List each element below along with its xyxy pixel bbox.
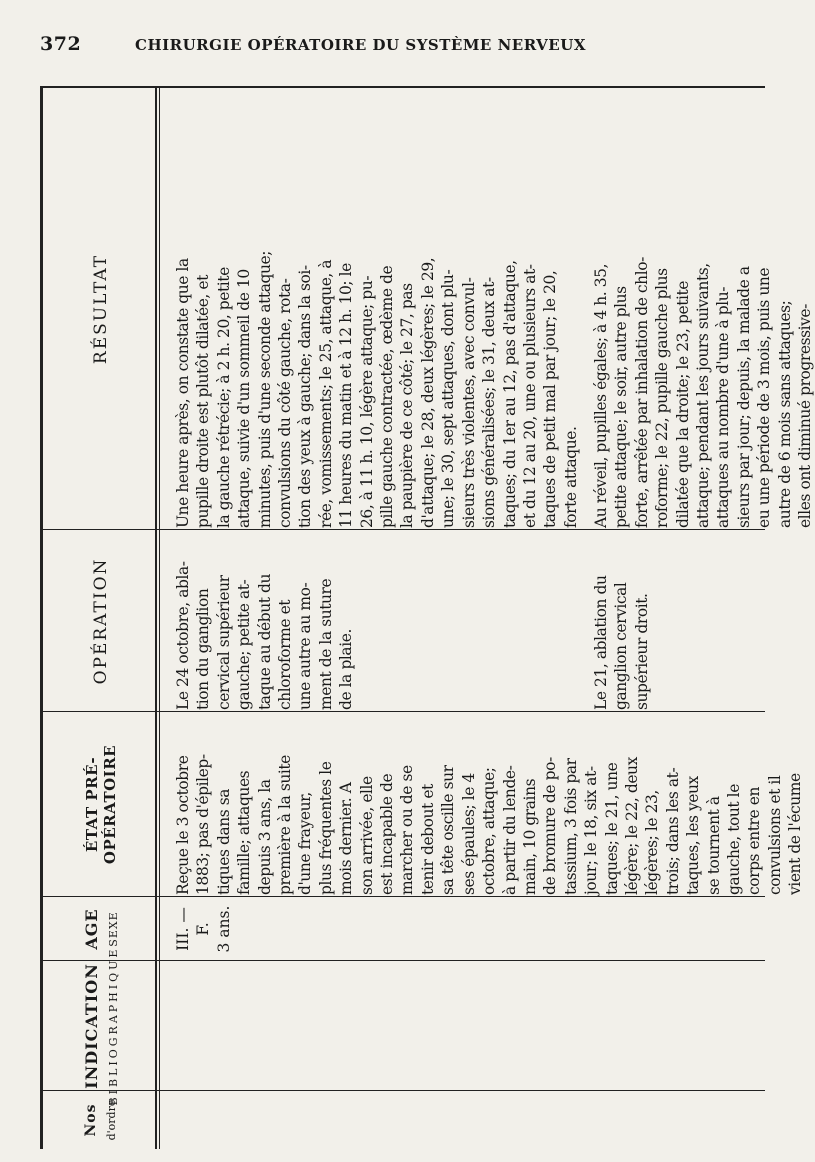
cell-operation-first: Le 24 octobre, abla- tion du ganglion cervical supérieur gauche; petite at- taque au début du chloroforme et une autre au mo- ment de la suture de la plaie. xyxy=(174,561,356,710)
header-age xyxy=(53,897,148,961)
header-rule xyxy=(155,88,157,1149)
cell-resultat-second: Au réveil, pupilles égales; à 4 h. 35, petite attaque; le soir, autre plus forte, arrêtée par inhalation de chlo- roforme; le 22, pupille gauche plus dilatée que la droite; le 23, petite attaque; pendant les jours suivants, attaques au nombre d'une à plu- sieurs par jour; depuis, la malade a eu une période de 3 mois, puis une autre de 6 mois sans attaques; elles ont diminué progressive- xyxy=(592,257,815,528)
header-operation-label: OPÉRATION xyxy=(90,557,111,685)
header-age-main: AGE xyxy=(81,908,101,950)
column-rule xyxy=(43,529,765,530)
case-table xyxy=(40,86,815,1149)
header-etat xyxy=(53,712,148,897)
header-ordre-bottom: d'ordre xyxy=(105,1099,118,1141)
header-indication-sub: BIBLIOGRAPHIQUE xyxy=(106,946,120,1106)
header-indication xyxy=(53,946,148,1106)
header-indication-main: INDICATION xyxy=(81,963,101,1089)
cell-resultat-first: Une heure après, on constate que la pupille droite est plutôt dilatée, et la gauche rétrécie; à 2 h. 20, petite attaque, suivie d'un sommeil de 10 minutes, puis d'une seconde attaque; convulsions du côté gauche, rota- tion des yeux à gauche; dans la soi- rée, vomissements; le 25, attaque, à 11 heures du matin et à 12 h. 10; le 26, à 11 h. 10, légère attaque; pu- pille gauche contractée, œdème de la paupière de ce côté; le 27, pas d'attaque; le 28, deux légères; le 29, une; le 30, sept attaques, dont plu- sieurs très violentes, avec convul- sions généralisées; le 31, deux at- taques; du 1er au 12, pas d'attaque, et du 12 au 20, une ou plusieurs at- taques de petit mal par jour; le 20, forte attaque. xyxy=(174,250,580,528)
header-resultat-label: RÉSULTAT xyxy=(90,253,111,365)
running-head xyxy=(40,33,760,63)
cell-etat-preoperatoire: Reçue le 3 octobre 1883; pas d'épilep- tiques dans sa famille; attaques depuis 3 ans, la première à la suite d'une frayeur, plus fréquentes le mois dernier. A son arrivée, elle est incapable de marcher ou de se tenir debout et sa tête oscille sur ses épaules; le 4 octobre, attaque; à partir du lende- main, 10 grains de bromure de po- tassium, 3 fois par jour; le 18, six at- taques; le 21, une légère; le 22, deux légères; le 23, trois; dans les at- taques, les yeux se tournent à gauche, tout le corps entre en convulsions et il vient de l'écume xyxy=(174,754,805,895)
header-age-sub: SEXE xyxy=(106,911,120,947)
header-etat-label: ÉTAT PRÉ-OPÉRATOIRE xyxy=(82,744,119,865)
header-resultat xyxy=(53,88,148,530)
column-rule xyxy=(43,1090,765,1091)
header-ordre xyxy=(53,1091,148,1149)
running-head-title: CHIRURGIE OPÉRATOIRE DU SYSTÈME NERVEUX xyxy=(135,36,586,54)
rotated-table-body xyxy=(43,88,815,1149)
header-rule-thin xyxy=(159,88,160,1149)
page-number: 372 xyxy=(40,33,82,55)
cell-age-sexe: III. — F. 3 ans. xyxy=(174,905,233,953)
header-ordre-top: Nos xyxy=(83,1103,99,1137)
header-operation xyxy=(53,530,148,712)
cell-operation-second: Le 21, ablation du ganglion cervical supérieur droit. xyxy=(592,575,651,710)
column-rule xyxy=(43,960,765,961)
column-rule xyxy=(43,711,765,712)
column-rule xyxy=(43,896,765,897)
